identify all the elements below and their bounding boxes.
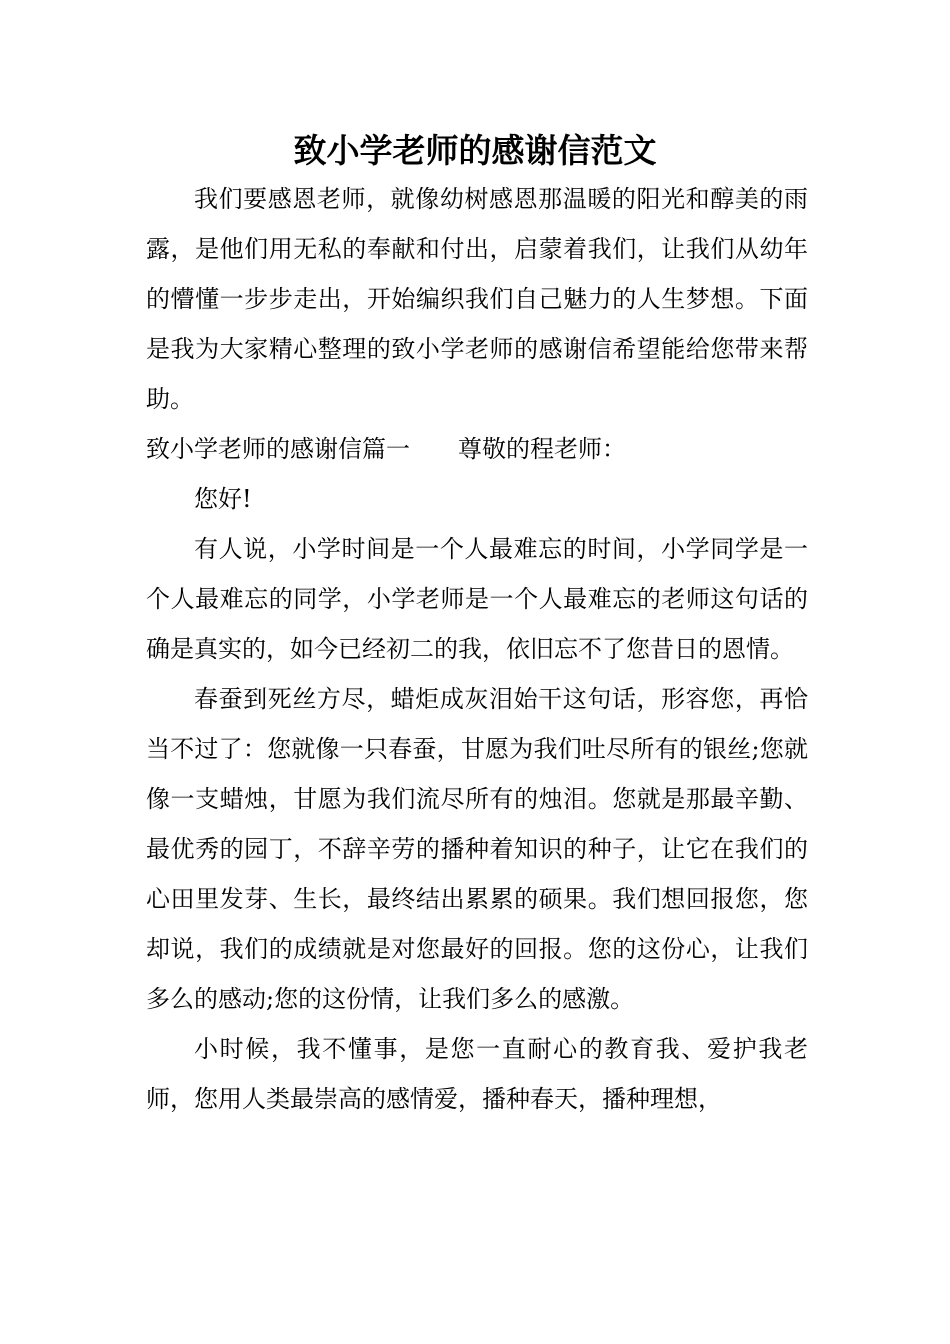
section-heading-line xyxy=(146,424,808,474)
body-paragraph-1: 有人说，小学时间是一个人最难忘的时间，小学同学是一个人最难忘的同学，小学老师是一个人最难忘的老师这句话的确是真实的，如今已经初二的我，依旧忘不了您昔日的恩情。 xyxy=(146,535,808,663)
document-title: 致小学老师的感谢信范文 xyxy=(293,131,657,170)
body-paragraph-2: 春蚕到死丝方尽，蜡炬成灰泪始干这句话，形容您，再恰当不过了：您就像一只春蚕，甘愿为我们吐尽所有的银丝;您就像一支蜡烛，甘愿为我们流尽所有的烛泪。您就是那最辛勤、最优秀的园丁，不辞辛劳的播种着知识的种子，让它在我们的心田里发芽、生长，最终结出累累的硕果。我们想回报您，您却说，我们的成绩就是对您最好的回报。您的这份心，让我们多么的感动;您的这份情，让我们多么的感激。 xyxy=(146,685,808,1013)
intro-paragraph: 我们要感恩老师，就像幼树感恩那温暖的阳光和醇美的雨露，是他们用无私的奉献和付出，启蒙着我们，让我们从幼年的懵懂一步步走出，开始编织我们自己魅力的人生梦想。下面是我为大家精心整理的致小学老师的感谢信希望能给您带来帮助。 xyxy=(146,185,808,413)
document-body xyxy=(146,174,808,1124)
salutation: 尊敬的程老师： xyxy=(458,435,626,463)
greeting: 您好! xyxy=(194,485,252,513)
section-heading: 致小学老师的感谢信篇一 xyxy=(146,435,410,463)
body-paragraph-3: 小时候，我不懂事，是您一直耐心的教育我、爱护我老师，您用人类最崇高的感情爱，播种春天，播种理想， xyxy=(146,1035,808,1113)
